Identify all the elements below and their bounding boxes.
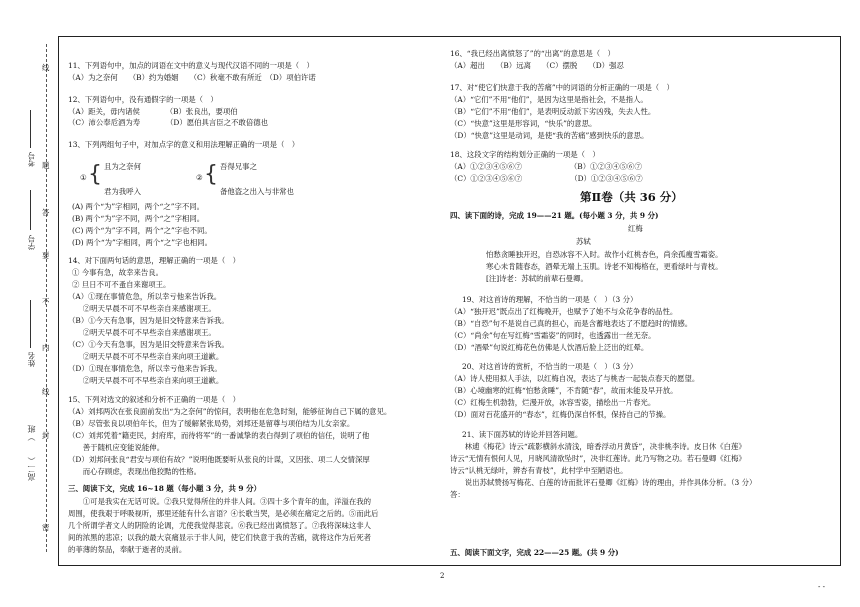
q14-option-b1: （B）①今天有急事，因为是旧交特意来告诉我。 — [68, 316, 229, 325]
q17-option-c: （C）“快意”这里是形容词，“快乐”的意思。 — [450, 119, 597, 128]
answer-label: 答： — [450, 490, 465, 499]
q14-option-c2: ②明天早晨不可不早些亲自来向项王道歉。 — [68, 352, 224, 361]
q21-text-3: 诗云“认桃无绿叶，辨杏有青枝”，此村学中至陋语也。 — [450, 466, 628, 475]
q17-option-d: （D）“快意”这里是动词，是使“我的苦痛”感到快乐的意思。 — [450, 131, 649, 140]
seal-char: 线 — [42, 387, 50, 396]
q19-option-d: （D）“酒晕”句说红梅花色仿佛是人饮酒后脸上泛出的红晕。 — [450, 343, 649, 352]
passage-line-4: 间的浓黑的悲凉；以我的最大哀痛显示于非人间，使它们快意于我的苦痛，就将这作为后死者 — [68, 533, 372, 542]
seal-char: 答 — [42, 208, 50, 217]
q12-option-cd: （C）沛公奉卮酒为寿 （D）愿伯具言臣之不敢倍德也 — [68, 118, 269, 127]
q13-option-c: (C) 两个“为”字不同，两个“之”字也不同。 — [72, 226, 212, 235]
corner-mark: - - — [818, 583, 825, 591]
passage-line-2: 周围，使我艰于呼吸视听，那里还能有什么言语？④长歌当哭，是必须在痛定之后的。⑤而此后 — [68, 509, 379, 518]
q19-stem: 19、对这首诗的理解，不恰当的一项是（ ）（3 分） — [462, 295, 638, 304]
q15-option-d2: 而心存顾虑，表现出他狡黠的性格。 — [68, 467, 202, 476]
passage-line-1: ①可是我实在无话可说。②我只觉得所住的并非人间。③四十多个青年的血，洋溢在我的 — [68, 497, 372, 506]
poem-title: 红梅 — [628, 224, 643, 233]
q13-option-a: (A) 两个“为”字相同，两个“之”字不同。 — [72, 202, 205, 211]
q13-group1-top: 且为之奈何 — [104, 162, 141, 171]
q15-option-c2: 善于随机应变能说能伸。 — [68, 443, 165, 452]
page-number: 2 — [440, 572, 445, 580]
q18-stem: 18、这段文字的结构划分正确的一项是（ ） — [450, 150, 600, 159]
q20-option-a: （A）诗人使用拟人手法，以红梅自况，表达了与桃杏一起装点春天的愿望。 — [450, 374, 700, 383]
q21-text-1: 林逋《梅花》诗云“疏影横斜水清浅，暗香浮动月黄昏”，决非桃李诗。皮日休《白莲》 — [450, 442, 746, 451]
q15-stem: 15、下列对选文的叙述和分析不正确的一项是（ ） — [68, 395, 241, 404]
q20-option-d: （D）面对百花盛开的“春态”，红梅仍深自怀恨，保持自己的节操。 — [450, 410, 671, 419]
poem-line-2: 寒心未肯随春态，酒晕无端上玉肌。诗老不知梅格在，更看绿叶与青枝。 — [486, 262, 723, 271]
q13-option-b: (B) 两个“为”字不同，两个“之”字相同。 — [72, 214, 205, 223]
q20-option-c: （C）红梅生机勃勃，烂漫开放，冰容雪姿，描绘出一片春光。 — [450, 398, 656, 407]
poem-author: 苏轼 — [576, 237, 591, 246]
q13-group2-brace: { — [204, 162, 218, 187]
passage-line-5: 的菲薄的祭品，奉献于逝者的灵前。 — [68, 545, 187, 554]
q21-prompt: 说出苏轼赞扬写梅花、白莲的诗而批评石曼卿《红梅》诗的理由，并作具体分析。（3 分） — [450, 478, 757, 487]
q12-option-ab: （A）距关，毋内诸侯 （B）张良出，要项伯 — [68, 107, 238, 116]
q13-group2-marker: ② — [196, 173, 203, 182]
q19-option-a: （A）“独开迟”既点出了红梅晚开，也赋予了她不与众花争春的品性。 — [450, 307, 678, 316]
q15-option-b: （B）尽管张良以项伯年长，但为了缓解紧张局势，刘邦还是留尊与项伯结为儿女亲家。 — [68, 419, 355, 428]
q15-option-d1: （D）刘邦问张良“君安与项伯有故？”说明他既要听从张良的计谋，又因张、项二人交情深厚 — [68, 455, 370, 464]
q15-option-a: （A）刘邦两次在张良面前发出“为之奈何”的惊问，表明他在危急时刻，能够征询自己下属的意见。 — [68, 407, 392, 416]
section3-heading: 三、阅读下文，完成 16~18 题（每小题 3 分，共 9 分） — [68, 484, 261, 493]
q13-group1-brace: { — [88, 162, 102, 187]
q21-stem: 21、读下面苏轼的诗论并回答问题。 — [462, 430, 583, 439]
q13-group1-marker: ① — [80, 173, 87, 182]
q17-stem: 17、对“使它们快意于我的苦痛”中的词语的分析正确的一项是（ ） — [450, 83, 674, 92]
q19-option-c: （C）“尚余”句在写红梅“雪霜姿”的同时，也透露出一丝无奈。 — [450, 331, 656, 340]
q21-text-2: 诗云“无情有恨何人见，月晓风清欲坠时”，决非红莲诗。此乃写物之功。若石曼卿《红梅》 — [450, 454, 746, 463]
poem-note: [注]诗老：苏轼的前辈石曼卿。 — [486, 274, 588, 283]
q14-option-d2: ②明天早晨不可不早些亲自来向项王道歉。 — [68, 376, 224, 385]
q20-stem: 20、对这首诗的赏析，不恰当的一项是（ ）（3 分） — [462, 362, 638, 371]
passage-line-3: 几个所谓学者文人的阴险的论调，尤使我觉得悲哀。⑥我已经出离愤怒了。⑦我将深味这非人 — [68, 521, 372, 530]
name-blank — [30, 300, 31, 348]
q17-option-a: （A）“它们”不用“他们”，是因为这里是指社会，不是指人。 — [450, 95, 648, 104]
q14-sentence2: ② 旦日不可不蚤自来谢项王。 — [72, 280, 171, 289]
q13-group2-top: 吾得兄事之 — [220, 162, 257, 171]
student-no-label: 学号 — [27, 235, 36, 250]
exam-no-blank — [30, 110, 31, 148]
seal-char: 不 — [42, 297, 50, 306]
q14-option-a1: （A）①现在事情危急，所以幸亏他来告诉我。 — [68, 292, 222, 301]
part2-title: 第Ⅱ卷（共 36 分） — [580, 190, 683, 204]
q16-options: （A）超出 （B）远离 （C）摆脱 （D）强忍 — [450, 61, 624, 70]
section4-heading: 四、读下面的诗，完成 19——21 题。(每小题 3 分，共 9 分) — [450, 211, 659, 220]
exam-no-label: 考号 — [27, 152, 36, 167]
q14-option-b2: ②明天早晨不可不早些亲自来感谢项王。 — [68, 328, 216, 337]
q18-options-ab: （A）①②③④⑤⑥⑦ （B）①②③④⑤⑥⑦ — [450, 162, 642, 171]
seal-char: 题 — [42, 161, 50, 170]
q13-option-d: (D) 两个“为”字相同，两个“之”字也相同。 — [72, 238, 213, 247]
q13-group1-bottom: 君为我呼入 — [104, 187, 141, 196]
q13-stem: 13、下列两组句子中，对加点字的意义和用法理解正确的一项是（ ） — [68, 140, 300, 149]
q12-stem: 12、下列语句中，没有通假字的一项是（ ） — [68, 95, 218, 104]
q19-option-b: （B）“自恐”句不是说自己真的担心，而是含蓄地表达了不愿趋时的情感。 — [450, 319, 693, 328]
q13-group2-bottom: 备他盗之出入与非常也 — [220, 187, 294, 196]
poem-line-1: 怕愁贪睡独开迟，自恐冰容不入时。故作小红桃杏色，尚余孤瘦雪霜姿。 — [486, 250, 723, 259]
q16-stem: 16、“我已经出离愤怒了”的“出离”的意思是（ ） — [450, 49, 615, 58]
seal-char: 要 — [42, 251, 50, 260]
q17-option-b: （B）“它们”不用“他们”，是表明反动派下劣凶残，失去人性。 — [450, 107, 656, 116]
q20-option-b: （B）心境幽寒的红梅“怕愁贪睡”，不肯随“春”，故而未能及早开放。 — [450, 386, 678, 395]
seal-char: 线 — [42, 63, 50, 72]
q11-stem: 11、下列语句中，加点的词语在文中的意义与现代汉语不同的一项是（ ） — [68, 61, 314, 70]
name-label: 姓名 — [27, 352, 36, 367]
section5-heading: 五、阅读下面文字，完成 22——25 题。(共 9 分) — [450, 548, 619, 557]
student-no-blank — [30, 190, 31, 230]
q14-stem: 14、对下面两句话的意思，理解正确的一项是（ ） — [68, 256, 241, 265]
q18-options-cd: （C）①②③④⑤⑥⑦ （D）①②③④⑤⑥⑦ — [450, 174, 643, 183]
q14-sentence1: ① 今事有急，故幸来告良。 — [72, 268, 164, 277]
q15-option-c1: （C）刘邦凭着“籍吏民，封府库，而待将军”的一番诚挚的表白得到了项伯的信任，说明了他 — [68, 431, 370, 440]
seal-char: 封 — [42, 431, 50, 440]
q14-option-d1: （D）①现在事情危急，所以幸亏他来告诉我。 — [68, 364, 222, 373]
q14-option-c1: （C）①今天有急事，因为是旧交特意来告诉我。 — [68, 340, 229, 349]
class-label: 高二（ ）班 — [27, 425, 36, 481]
q14-option-a2: ②明天早晨不可不早些亲自来感谢项王。 — [68, 304, 216, 313]
seal-char: 密 — [42, 523, 50, 532]
seal-char: 内 — [42, 343, 50, 352]
q11-options: （A）为之奈何 （B）约为婚姻 （C）秋毫不敢有所近 （D）项伯许诺 — [68, 73, 316, 82]
